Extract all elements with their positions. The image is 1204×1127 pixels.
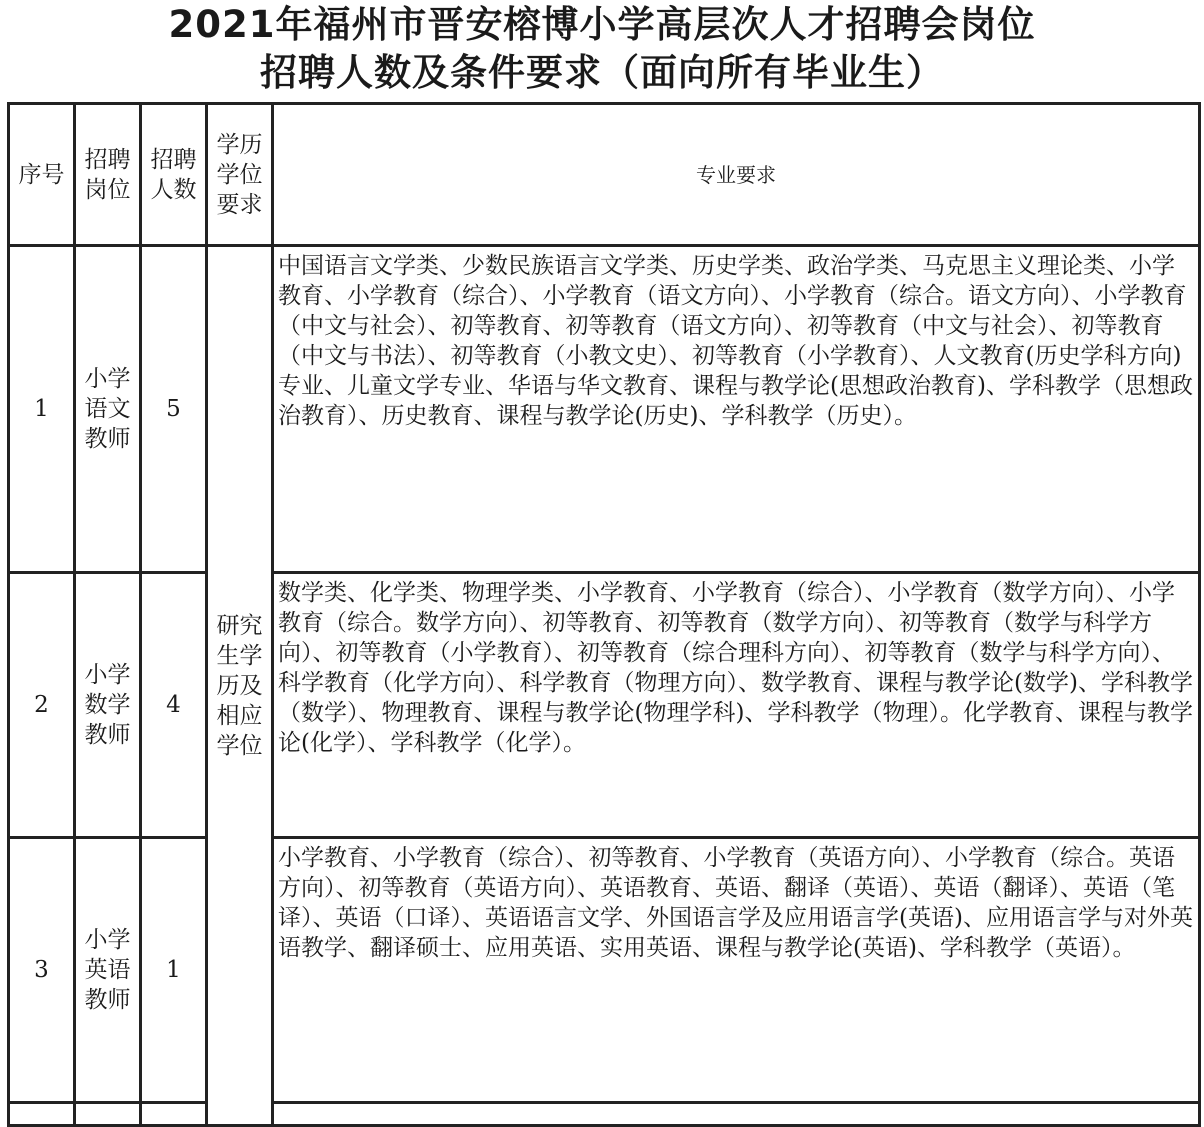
cell-empty bbox=[141, 1103, 207, 1126]
header-count: 招聘人数 bbox=[141, 104, 207, 246]
table-row-cut-off bbox=[9, 1103, 1200, 1126]
degree-requirement: 研究生学历及相应学位 bbox=[207, 246, 273, 1126]
row-major-requirement: 数学类、化学类、物理学类、小学教育、小学教育（综合）、小学教育（数学方向）、小学教育（综合。数学方向）、初等教育、初等教育（数学方向）、初等教育（数学与科学方向）、初等教育（小学教育）、初等教育（综合理科方向）、初等教育（数学与科学方向）、科学教育（化学方向）、科学教育（物理方向）、数学教育、课程与教学论(数学)、学科教学（数学）、物理教育、课程与教学论(物理学科)、学科教学（物理）。化学教育、课程与教学论(化学）、学科教学（化学）。 bbox=[273, 573, 1200, 838]
row-count: 4 bbox=[141, 573, 207, 838]
row-no: 2 bbox=[9, 573, 75, 838]
row-major-requirement: 中国语言文学类、少数民族语言文学类、历史学类、政治学类、马克思主义理论类、小学教育、小学教育（综合）、小学教育（语文方向）、小学教育（综合。语文方向）、小学教育（中文与社会）、初等教育、初等教育（语文方向）、初等教育（中文与社会）、初等教育（中文与书法）、初等教育（小教文史）、初等教育（小学教育）、人文教育(历史学科方向)专业、儿童文学专业、华语与华文教育、课程与教学论(思想政治教育)、学科教学（思想政治教育）、历史教育、课程与教学论(历史)、学科教学（历史）。 bbox=[273, 246, 1200, 573]
page-title-line-1: 2021年福州市晋安榕博小学高层次人才招聘会岗位 bbox=[168, 3, 1036, 46]
header-no: 序号 bbox=[9, 104, 75, 246]
cell-empty bbox=[273, 1103, 1200, 1126]
header-major: 专业要求 bbox=[273, 104, 1200, 246]
header-position: 招聘岗位 bbox=[75, 104, 141, 246]
cell-empty bbox=[9, 1103, 75, 1126]
row-no: 1 bbox=[9, 246, 75, 573]
table-row bbox=[9, 246, 1200, 573]
table-row bbox=[9, 573, 1200, 838]
row-position: 小学数学教师 bbox=[75, 573, 141, 838]
row-count: 5 bbox=[141, 246, 207, 573]
row-no: 3 bbox=[9, 838, 75, 1103]
row-position: 小学英语教师 bbox=[75, 838, 141, 1103]
table-header-row bbox=[9, 104, 1200, 246]
page-title-line-2: 招聘人数及条件要求（面向所有毕业生） bbox=[260, 51, 944, 94]
cell-empty bbox=[75, 1103, 141, 1126]
row-major-requirement: 小学教育、小学教育（综合）、初等教育、小学教育（英语方向）、小学教育（综合。英语方向）、初等教育（英语方向）、英语教育、英语、翻译（英语）、英语（翻译）、英语（笔译）、英语（口译）、英语语言文学、外国语言学及应用语言学(英语)、应用语言学与对外英语教学、翻译硕士、应用英语、实用英语、课程与教学论(英语)、学科教学（英语）。 bbox=[273, 838, 1200, 1103]
row-position: 小学语文教师 bbox=[75, 246, 141, 573]
row-count: 1 bbox=[141, 838, 207, 1103]
recruitment-table bbox=[7, 102, 1201, 1127]
header-degree: 学历学位要求 bbox=[207, 104, 273, 246]
table-row bbox=[9, 838, 1200, 1103]
